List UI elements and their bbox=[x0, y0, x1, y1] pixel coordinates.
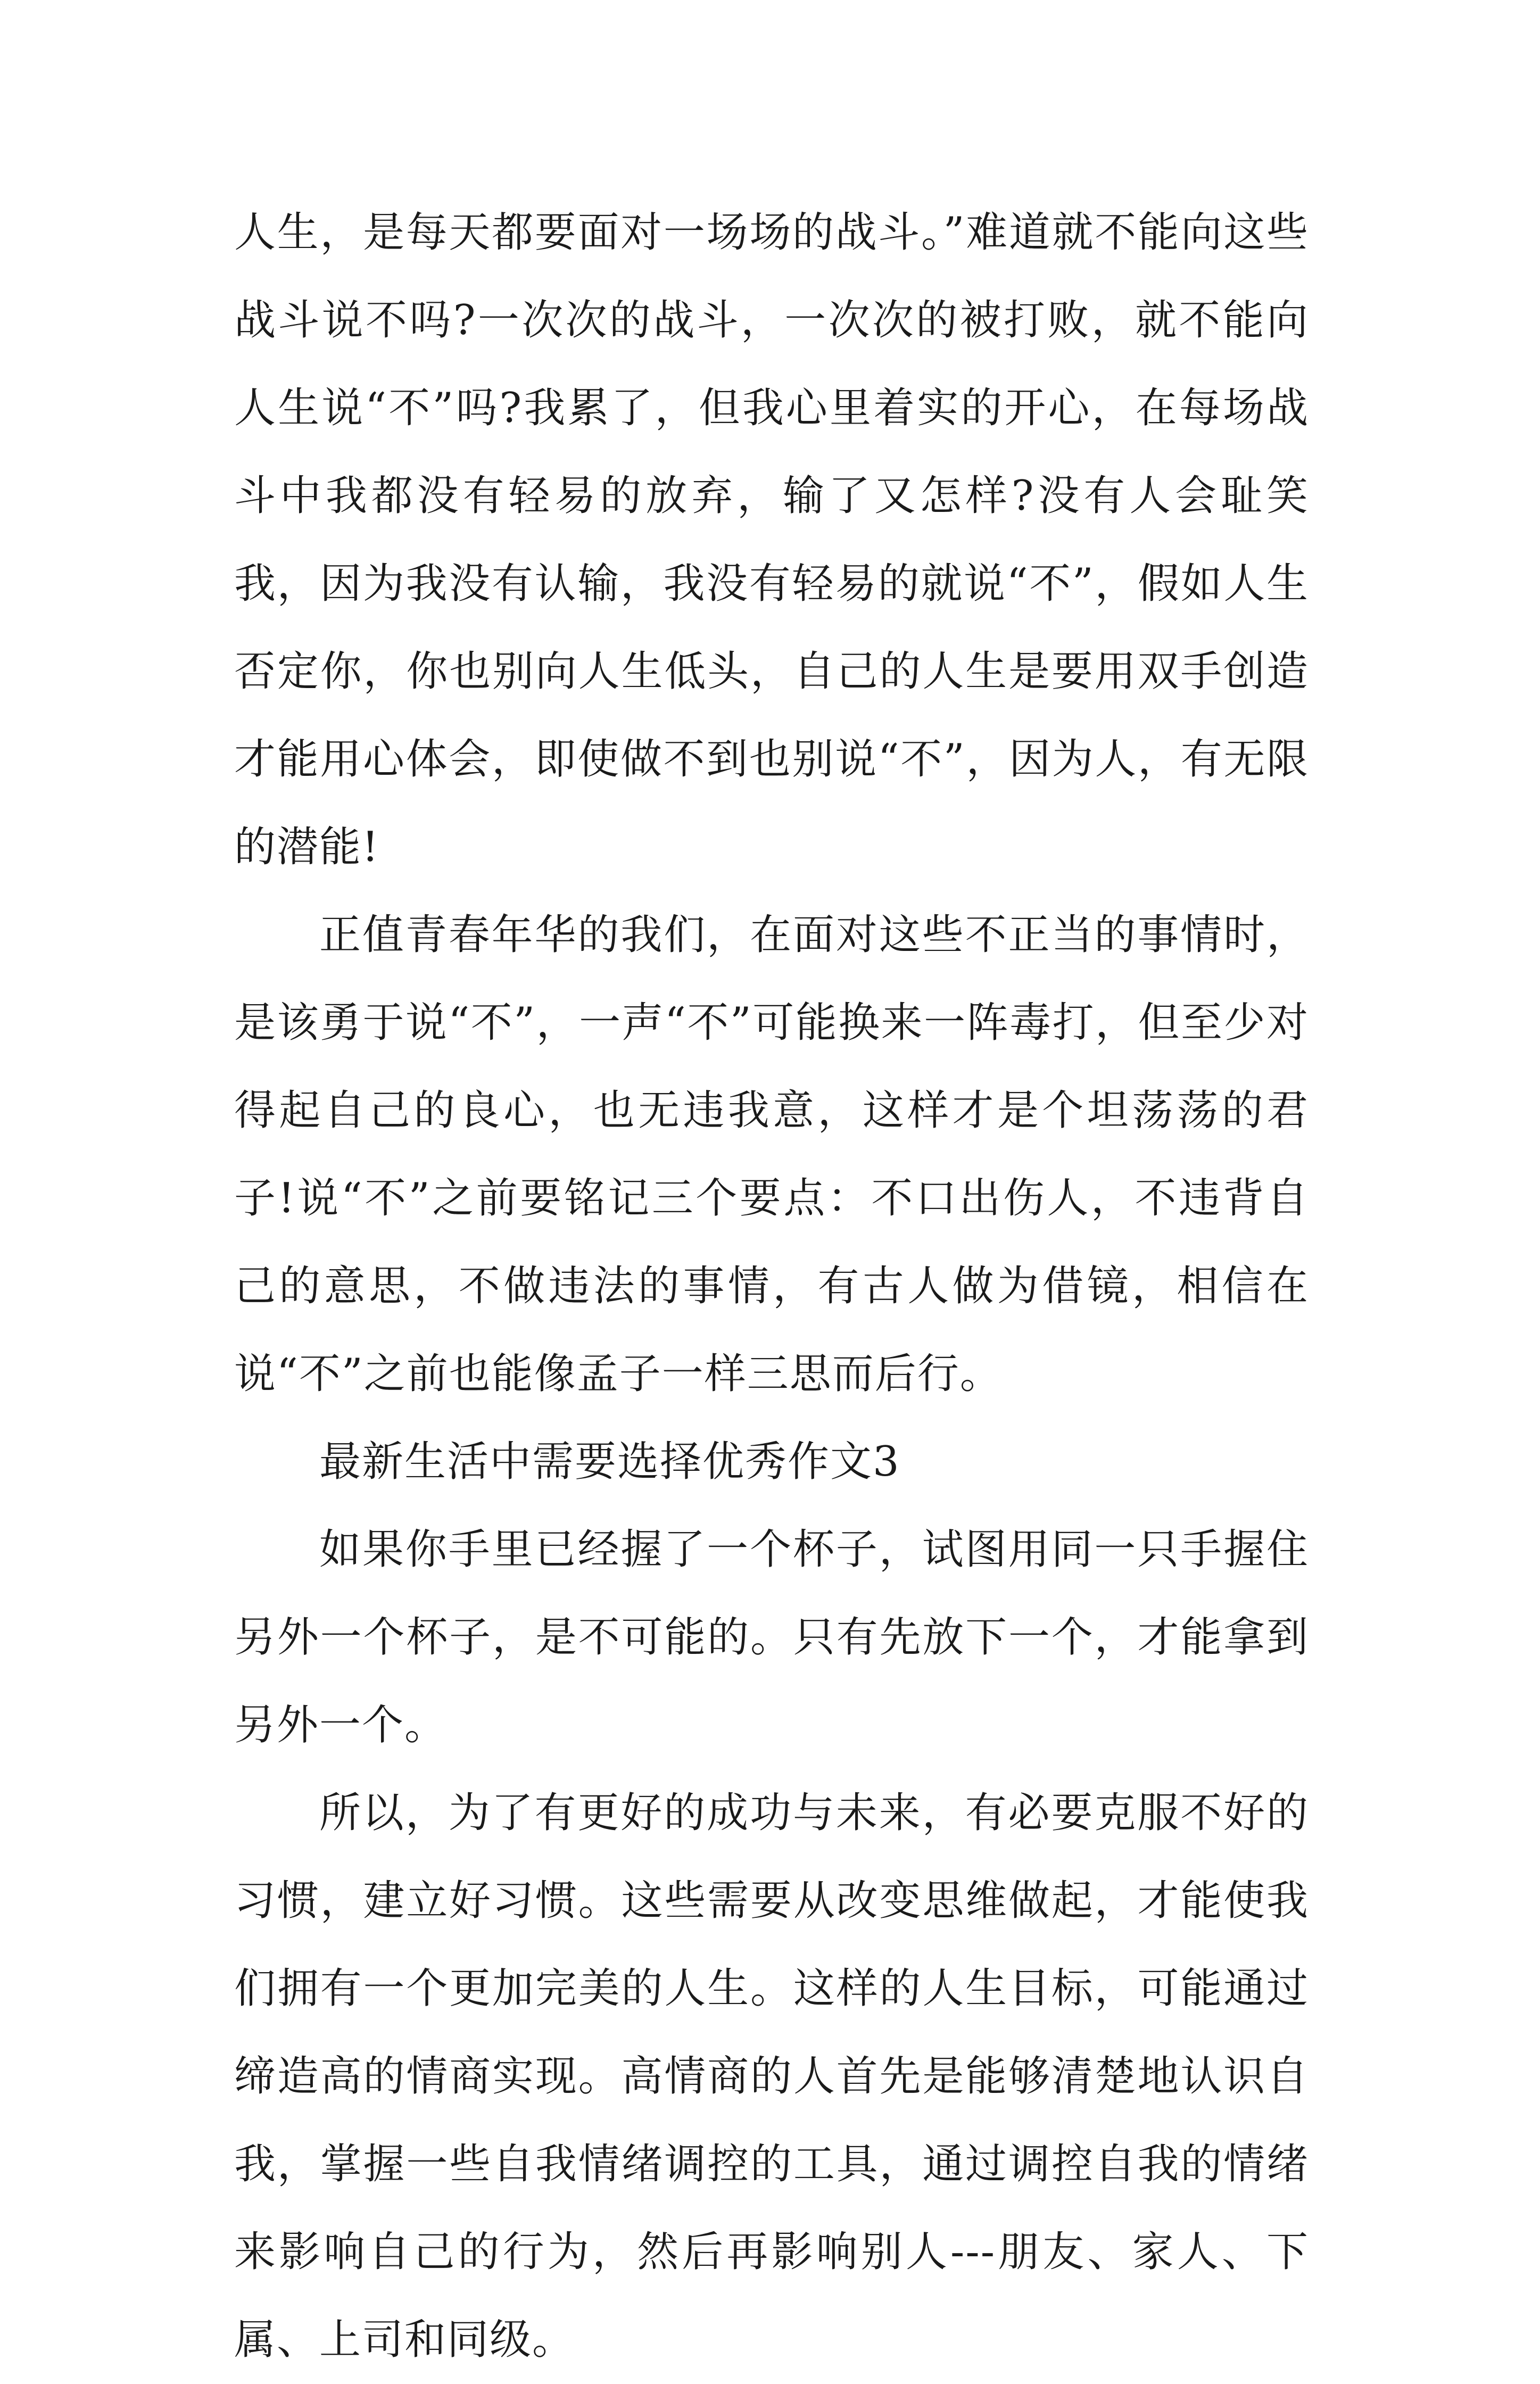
paragraph-3: 如果你手里已经握了一个杯子，试图用同一只手握住另外一个杯子，是不可能的。只有先放下一个，才能拿到另外一个。 bbox=[234, 1526, 1309, 1749]
paragraph-2: 正值青春年华的我们，在面对这些不正当的事情时，是该勇于说“不”，一声“不”可能换来一阵毒打，但至少对得起自己的良心，也无违我意，这样才是个坦荡荡的君子!说“不”之前要铭记三个要点：不口出伤人，不违背自己的意思，不做违法的事情，有古人做为借镜，相信在说“不”之前也能像孟子一样三思而后行。 bbox=[234, 911, 1309, 1398]
paragraph-1: 人生，是每天都要面对一场场的战斗。”难道就不能向这些战斗说不吗?一次次的战斗，一次次的被打败，就不能向人生说“不”吗?我累了，但我心里着实的开心，在每场战斗中我都没有轻易的放弃，输了又怎样?没有人会耻笑我，因为我没有认输，我没有轻易的就说“不”，假如人生否定你，你也别向人生低头，自己的人生是要用双手创造才能用心体会，即使做不到也别说“不”，因为人，有无限的潜能! bbox=[234, 209, 1309, 871]
section-heading: 最新生活中需要选择优秀作文3 bbox=[319, 1438, 900, 1486]
document-body bbox=[234, 189, 1309, 2384]
paragraph-4: 所以，为了有更好的成功与未来，有必要克服不好的习惯，建立好习惯。这些需要从改变思维做起，才能使我们拥有一个更加完美的人生。这样的人生目标，可能通过缔造高的情商实现。高情商的人首先是能够清楚地认识自我，掌握一些自我情绪调控的工具，通过调控自我的情绪来影响自己的行为，然后再影响别人---朋友、家人、下属、上司和同级。 bbox=[234, 1789, 1309, 2364]
